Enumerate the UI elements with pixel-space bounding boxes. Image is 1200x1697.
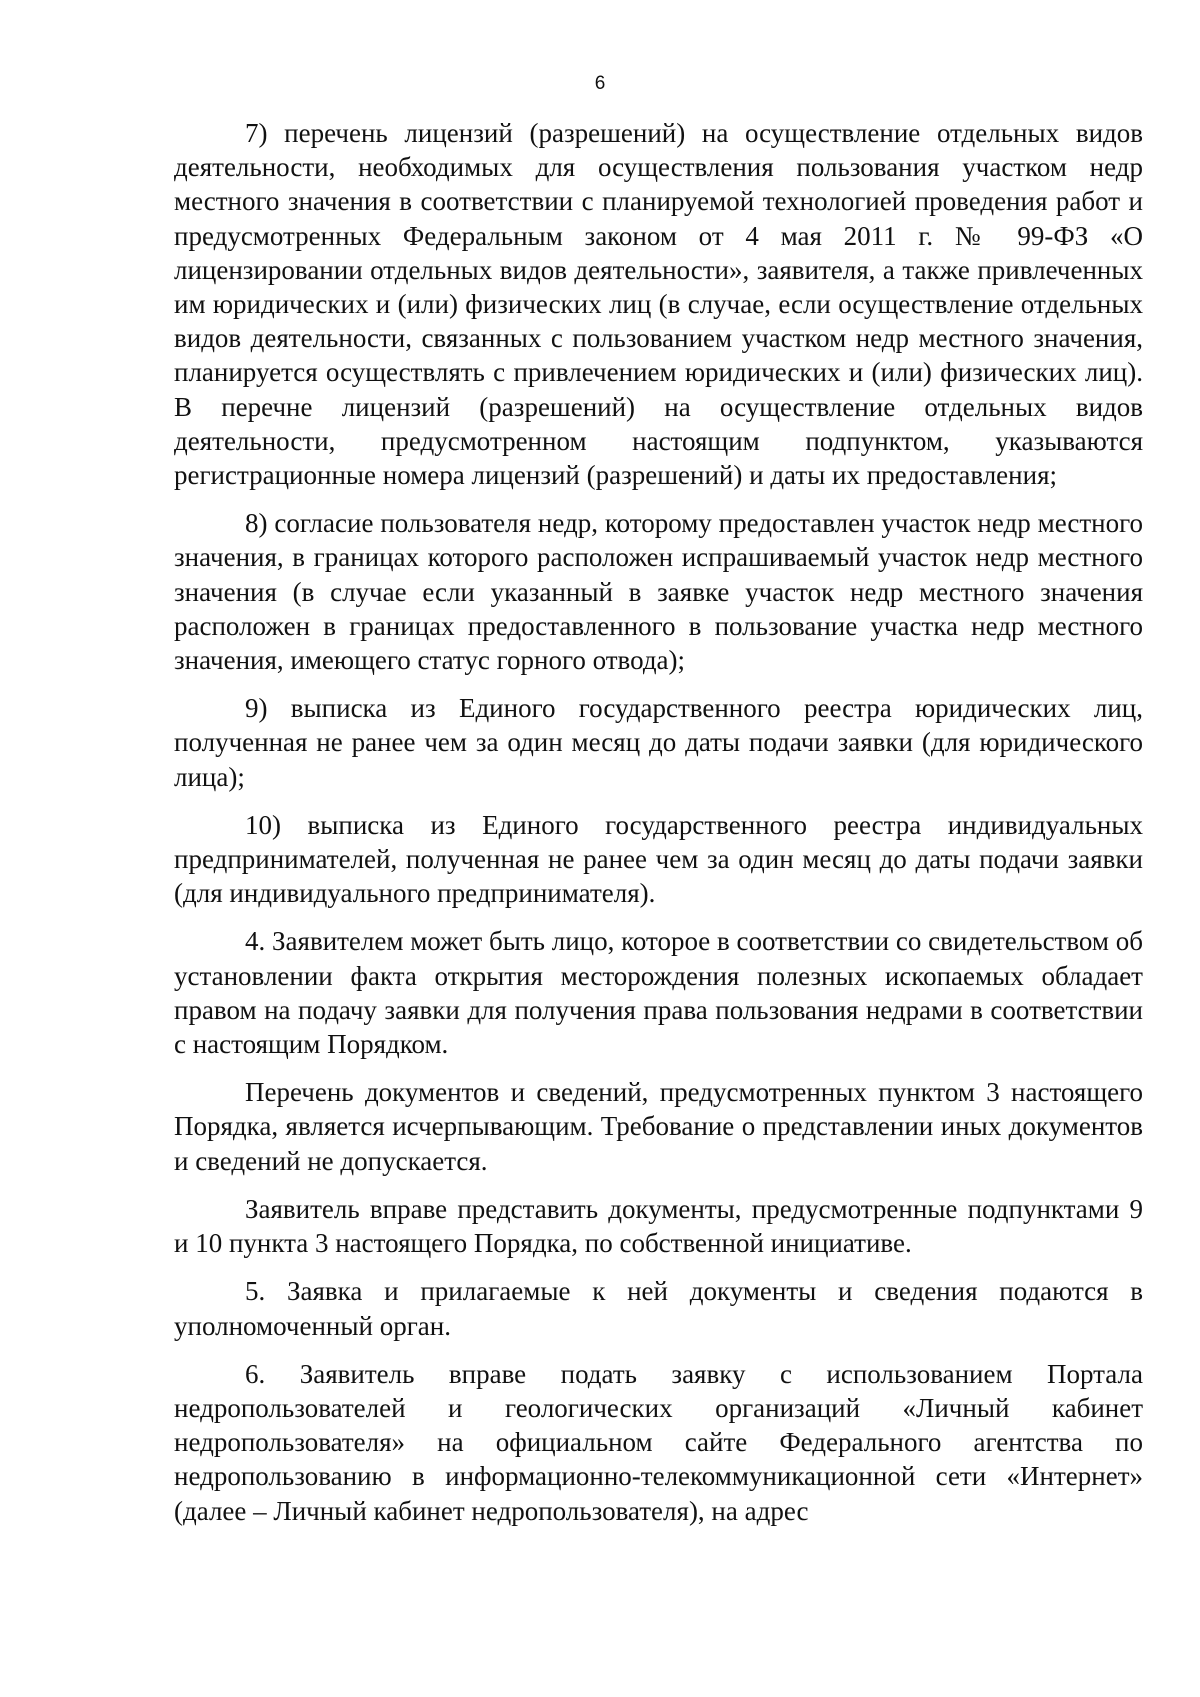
page-number: 6 (594, 73, 606, 94)
paragraph-clause-5: 5. Заявка и прилагаемые к ней документы и сведения подаются в уполномоченный орган. (174, 1276, 1143, 1341)
paragraph-clause-6: 6. Заявитель вправе подать заявку с использованием Портала недропользователей и геологических организаций «Личный кабинет недропользователя» на официальном сайте Федерального агентства по недропользованию в информационно-телекоммуникационной сети «Интернет» (далее – Личный кабинет недропользователя), на адрес (174, 1358, 1143, 1526)
paragraph-documents-list: Перечень документов и сведений, предусмотренных пунктом 3 настоящего Порядка, является исчерпывающим. Требование о представлении иных документов и сведений не допускается. (174, 1077, 1143, 1176)
paragraph-item-10: 10) выписка из Единого государственного реестра индивидуальных предпринимателей, полученная не ранее чем за один месяц до даты подачи заявки (для индивидуального предпринимателя). (174, 809, 1143, 909)
paragraph-item-7: 7) перечень лицензий (разрешений) на осуществление отдельных видов деятельности, необходимых для осуществления пользования участком недр местного значения в соответствии с планируемой технологией проведения работ и предусмотренных Федеральным законом от 4 мая 2011 г. № 99-ФЗ «О лицензировании отдельных видов деятельности», заявителя, а также привлеченных им юридических и (или) физических лиц (в случае, если осуществление отдельных видов деятельности, связанных с пользованием участком недр местного значения, планируется осуществлять с привлечением юридических и (или) физических лиц). В перечне лицензий (разрешений) на осуществление отдельных видов деятельности, предусмотренном настоящим подпунктом, указываются регистрационные номера лицензий (разрешений) и даты их предоставления; (174, 118, 1143, 491)
paragraph-item-9: 9) выписка из Единого государственного реестра юридических лиц, полученная не ранее чем за один месяц до даты подачи заявки (для юридического лица); (174, 693, 1143, 792)
paragraph-item-8: 8) согласие пользователя недр, которому предоставлен участок недр местного значения, в границах которого расположен испрашиваемый участок недр местного значения (в случае если указанный в заявке участок недр местного значения расположен в границах предоставленного в пользование участка недр местного значения, имеющего статус горного отвода); (174, 508, 1143, 676)
paragraph-own-initiative: Заявитель вправе представить документы, предусмотренные подпунктами 9 и 10 пункта 3 настоящего Порядка, по собственной инициативе. (174, 1193, 1143, 1259)
paragraph-clause-4: 4. Заявителем может быть лицо, которое в соответствии со свидетельством об установлении факта открытия месторождения полезных ископаемых обладает правом на подачу заявки для получения права пользования недрами в соответствии с настоящим Порядком. (174, 926, 1143, 1060)
document-body (174, 116, 1143, 1528)
